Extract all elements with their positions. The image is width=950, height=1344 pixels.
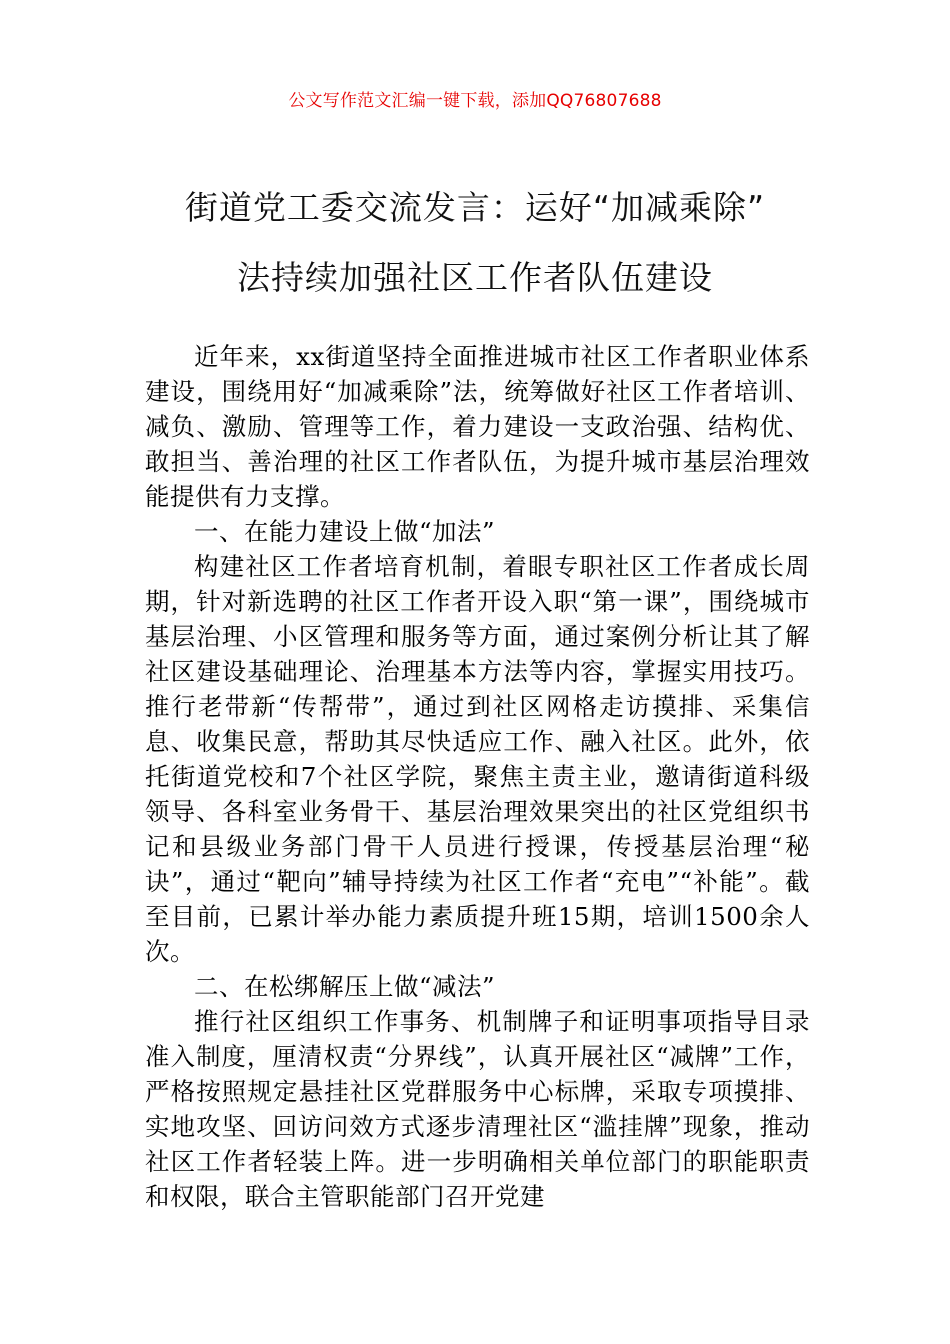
paragraph-section-2: 推行社区组织工作事务、机制牌子和证明事项指导目录准入制度，厘清权责“分界线”，认真开展社区“减牌”工作，严格按照规定悬挂社区党群服务中心标牌，采取专项摸排、实地攻坚、回访问效方式逐步清理社区“滥挂牌”现象，推动社区工作者轻装上阵。进一步明确相关单位部门的职能职责和权限，联合主管职能部门召开党建 [145,1007,810,1211]
download-banner[interactable]: 公文写作范文汇编一键下载，添加QQ76807688 [288,91,662,111]
section-heading-2: 二、在松绑解压上做“减法” [194,972,496,1001]
section-heading-1: 一、在能力建设上做“加法” [194,517,496,546]
paragraph-section-1: 构建社区工作者培育机制，着眼专职社区工作者成长周期，针对新选聘的社区工作者开设入职“第一课”，围绕城市基层治理、小区管理和服务等方面，通过案例分析让其了解社区建设基础理论、治理基本方法等内容，掌握实用技巧。推行老带新“传帮带”，通过到社区网格走访摸排、采集信息、收集民意，帮助其尽快适应工作、融入社区。此外，依托街道党校和7个社区学院，聚焦主责主业，邀请街道科级领导、各科室业务骨干、基层治理效果突出的社区党组织书记和县级业务部门骨干人员进行授课，传授基层治理“秘诀”，通过“靶向”辅导持续为社区工作者“充电”“补能”。截至目前，已累计举办能力素质提升班15期，培训1500余人次。 [145,552,810,966]
document-title-line-1: 街道党工委交流发言：运好“加减乘除” [184,188,766,227]
document-body [145,339,810,1214]
document-title-line-2: 法持续加强社区工作者队伍建设 [237,258,713,297]
paragraph-intro: 近年来，xx街道坚持全面推进城市社区工作者职业体系建设，围绕用好“加减乘除”法，统筹做好社区工作者培训、减负、激励、管理等工作，着力建设一支政治强、结构优、敢担当、善治理的社区工作者队伍，为提升城市基层治理效能提供有力支撑。 [145,342,810,511]
